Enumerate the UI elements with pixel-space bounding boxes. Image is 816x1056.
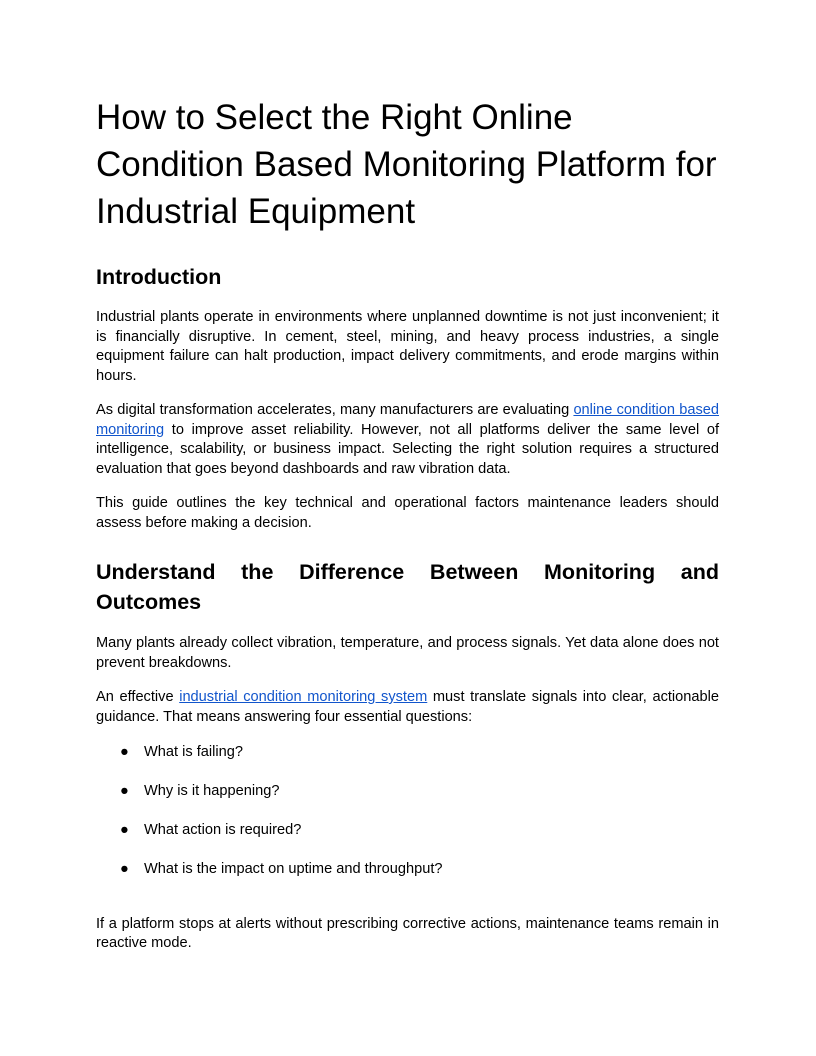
intro-paragraph-2-text-end: to improve asset reliability. However, not all platforms deliver the same level of intelligence, scalability, or business impact. Selecting the right solution requires a structured evaluation that goes beyond dashboards and raw vibration data. [96,421,719,477]
intro-paragraph-2 [96,401,719,479]
bullet-icon: ● [120,861,129,877]
section2-paragraph-2-text-end: must translate signals into clear, actionable guidance. That means answering four essential questions: [96,689,719,725]
intro-paragraph-2-text-start: As digital transformation accelerates, many manufacturers are evaluating [96,402,574,418]
section2-paragraph-1: Many plants already collect vibration, temperature, and process signals. Yet data alone does not prevent breakdowns. [96,635,719,671]
document-page [96,94,719,954]
list-item: ● What action is required? [96,821,719,841]
list-item: ● What is failing? [96,743,719,763]
bullet-icon: ● [120,822,129,838]
bullet-icon: ● [120,783,129,799]
list-item: ● Why is it happening? [96,782,719,802]
essential-questions-list [96,743,719,880]
bullet-icon: ● [120,744,129,760]
section2-paragraph-2-text-start: An effective [96,689,180,705]
intro-paragraph-1: Industrial plants operate in environments where unplanned downtime is not just inconvenient; it is financially disruptive. In cement, steel, mining, and heavy process industries, a single equipment failure can halt production, impact delivery commitments, and erode margins within hours. [96,309,719,384]
heading-monitoring-vs-outcomes: Understand the Difference Between Monitoring and Outcomes [96,560,719,614]
section2-paragraph-3: If a platform stops at alerts without prescribing corrective actions, maintenance teams remain in reactive mode. [96,915,719,951]
industrial-monitoring-system-link[interactable]: industrial condition monitoring system [179,689,428,705]
section2-paragraph-2 [96,688,719,727]
list-item: ● What is the impact on uptime and throughput? [96,860,719,880]
heading-introduction: Introduction [96,265,222,289]
document-title: How to Select the Right Online Condition Based Monitoring Platform for Industrial Equipment [96,98,717,231]
online-condition-monitoring-link[interactable]: online condition based monitoring [96,402,719,438]
intro-paragraph-3: This guide outlines the key technical and operational factors maintenance leaders should assess before making a decision. [96,495,719,531]
